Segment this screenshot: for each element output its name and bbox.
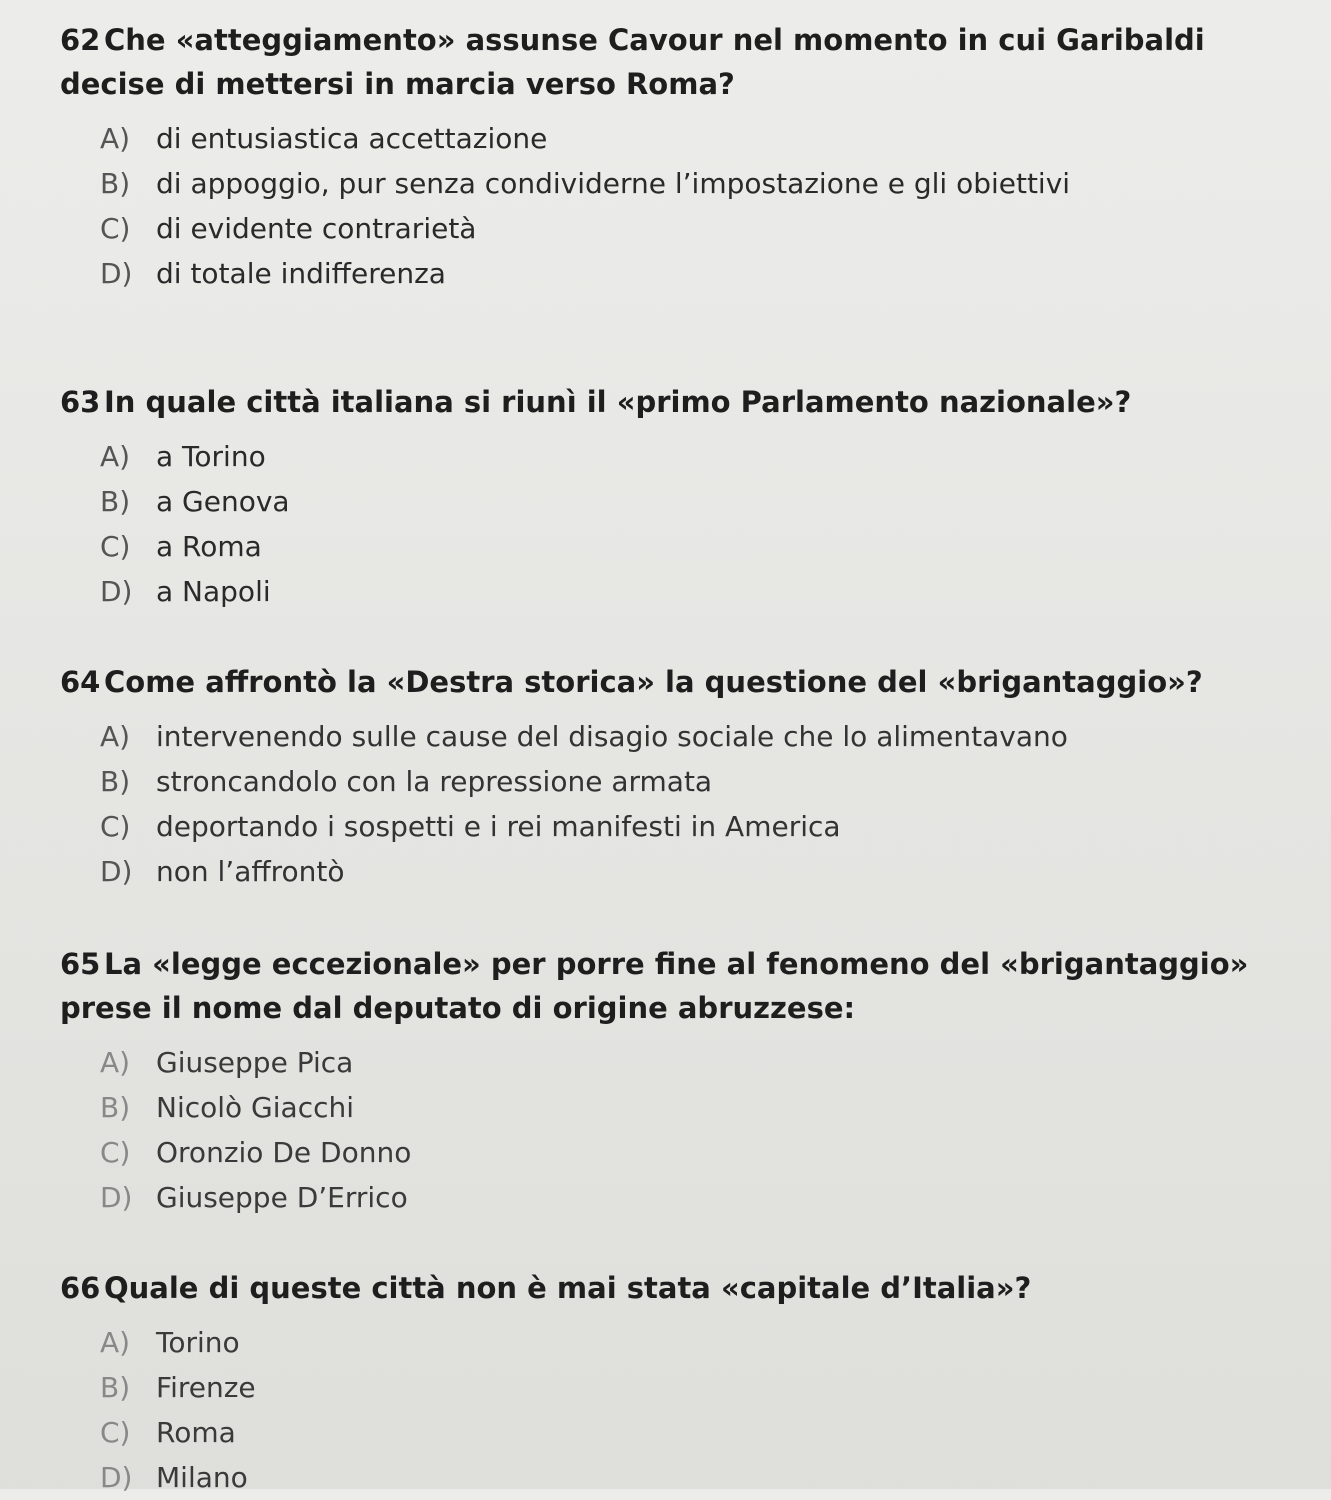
question-text: Quale di queste città non è mai stata «capitale d’Italia»?	[104, 1271, 1032, 1305]
option-b[interactable]	[100, 759, 1300, 804]
option-a[interactable]	[100, 714, 1300, 759]
question-heading	[60, 1266, 1300, 1310]
question-63	[60, 380, 1300, 614]
question-heading	[60, 942, 1300, 1030]
option-letter: A)	[100, 122, 131, 155]
question-number: 62	[60, 23, 101, 57]
option-c[interactable]	[100, 1410, 1300, 1455]
option-letter: A)	[100, 1326, 131, 1359]
option-text: a Torino	[156, 440, 266, 473]
option-b[interactable]	[100, 1085, 1300, 1130]
option-letter: C)	[100, 530, 131, 563]
question-text: Che «atteggiamento» assunse Cavour nel momento in cui Garibaldi decise di mettersi in marcia verso Roma?	[60, 23, 1205, 101]
option-text: a Genova	[156, 485, 290, 518]
option-letter: D)	[100, 855, 133, 888]
option-text: di totale indifferenza	[156, 257, 446, 290]
option-text: Firenze	[156, 1371, 256, 1404]
question-heading	[60, 660, 1300, 704]
question-text: In quale città italiana si riunì il «primo Parlamento nazionale»?	[104, 385, 1132, 419]
option-text: deportando i sospetti e i rei manifesti in America	[156, 810, 841, 843]
option-a[interactable]	[100, 116, 1300, 161]
option-d[interactable]	[100, 1175, 1300, 1220]
option-letter: C)	[100, 1136, 131, 1169]
question-66	[60, 1266, 1300, 1500]
option-letter: B)	[100, 485, 131, 518]
option-b[interactable]	[100, 161, 1300, 206]
option-letter: A)	[100, 720, 131, 753]
question-text: La «legge eccezionale» per porre fine al fenomeno del «brigantaggio» prese il nome dal deputato di origine abruzzese:	[60, 947, 1249, 1025]
question-number: 65	[60, 947, 101, 981]
option-letter: D)	[100, 257, 133, 290]
option-c[interactable]	[100, 206, 1300, 251]
question-number: 66	[60, 1271, 101, 1305]
options-list	[60, 1320, 1300, 1500]
option-letter: D)	[100, 1181, 133, 1214]
options-list	[60, 434, 1300, 614]
option-b[interactable]	[100, 1365, 1300, 1410]
option-text: stroncandolo con la repressione armata	[156, 765, 713, 798]
option-a[interactable]	[100, 1040, 1300, 1085]
option-letter: A)	[100, 440, 131, 473]
option-text: Torino	[156, 1326, 240, 1359]
option-text: a Napoli	[156, 575, 271, 608]
option-text: Roma	[156, 1416, 236, 1449]
option-c[interactable]	[100, 1130, 1300, 1175]
question-62	[60, 18, 1300, 296]
option-text: di appoggio, pur senza condividerne l’impostazione e gli obiettivi	[156, 167, 1071, 200]
question-text: Come affrontò la «Destra storica» la questione del «brigantaggio»?	[104, 665, 1203, 699]
option-letter: C)	[100, 212, 131, 245]
option-letter: C)	[100, 810, 131, 843]
option-text: di entusiastica accettazione	[156, 122, 548, 155]
option-text: a Roma	[156, 530, 262, 563]
option-text: di evidente contrarietà	[156, 212, 477, 245]
question-number: 64	[60, 665, 101, 699]
options-list	[60, 714, 1300, 894]
option-letter: C)	[100, 1416, 131, 1449]
options-list	[60, 1040, 1300, 1220]
option-letter: B)	[100, 167, 131, 200]
question-number: 63	[60, 385, 101, 419]
option-d[interactable]	[100, 1455, 1300, 1500]
option-letter: B)	[100, 1091, 131, 1124]
option-text: Milano	[156, 1461, 248, 1494]
option-letter: D)	[100, 575, 133, 608]
option-a[interactable]	[100, 434, 1300, 479]
options-list	[60, 116, 1300, 296]
option-a[interactable]	[100, 1320, 1300, 1365]
question-64	[60, 660, 1300, 894]
option-text: Giuseppe D’Errico	[156, 1181, 408, 1214]
option-text: Nicolò Giacchi	[156, 1091, 355, 1124]
option-letter: B)	[100, 1371, 131, 1404]
option-text: intervenendo sulle cause del disagio sociale che lo alimentavano	[156, 720, 1068, 753]
option-d[interactable]	[100, 251, 1300, 296]
option-text: Oronzio De Donno	[156, 1136, 412, 1169]
question-heading	[60, 18, 1300, 106]
option-text: Giuseppe Pica	[156, 1046, 354, 1079]
option-c[interactable]	[100, 524, 1300, 569]
option-b[interactable]	[100, 479, 1300, 524]
option-d[interactable]	[100, 849, 1300, 894]
question-heading	[60, 380, 1300, 424]
option-letter: A)	[100, 1046, 131, 1079]
option-letter: B)	[100, 765, 131, 798]
option-text: non l’affrontò	[156, 855, 345, 888]
option-letter: D)	[100, 1461, 133, 1494]
question-65	[60, 942, 1300, 1220]
option-d[interactable]	[100, 569, 1300, 614]
option-c[interactable]	[100, 804, 1300, 849]
